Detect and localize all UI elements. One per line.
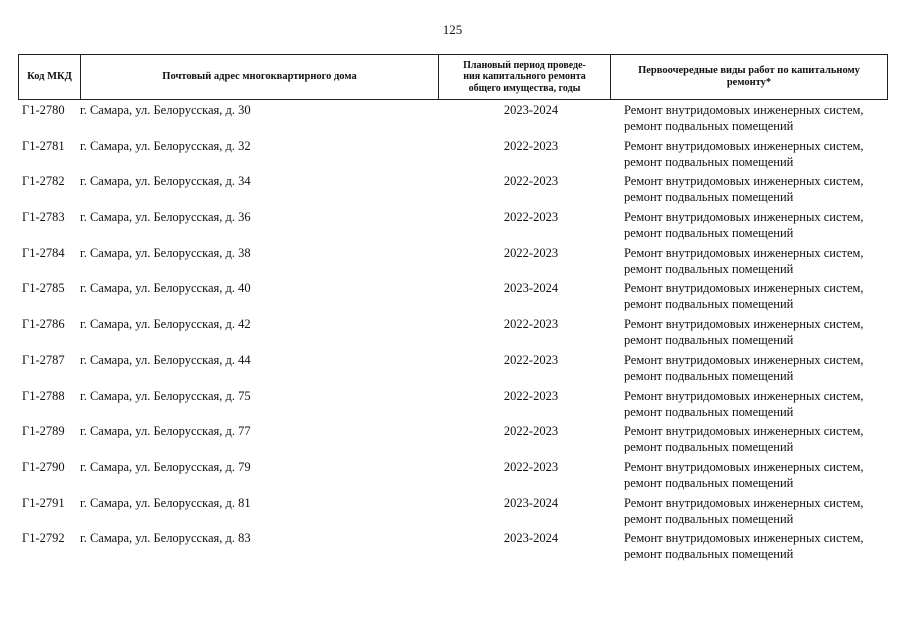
cell-works-line: Ремонт внутридомовых инженерных систем, — [624, 245, 864, 260]
cell-works-line: ремонт подвальных помещений — [624, 119, 794, 133]
cell-works-line: Ремонт внутридомовых инженерных систем, — [624, 317, 864, 332]
header-works — [610, 55, 888, 99]
cell-works — [624, 459, 888, 495]
table-row — [18, 280, 888, 316]
cell-code: Г1-2788 — [22, 388, 65, 403]
cell-works — [624, 245, 888, 281]
cell-works-line: Ремонт внутридомовых инженерных систем, — [624, 210, 864, 225]
table-row — [18, 173, 888, 209]
cell-works-line: ремонт подвальных помещений — [624, 261, 794, 276]
cell-address: г. Самара, ул. Белорусская, д. 79 — [80, 459, 251, 474]
cell-period: 2023-2024 — [503, 281, 559, 296]
table-row — [18, 423, 888, 459]
cell-period: 2023-2024 — [503, 103, 559, 117]
cell-address: г. Самара, ул. Белорусская, д. 77 — [80, 424, 251, 439]
cell-period: 2022-2023 — [503, 317, 559, 332]
cell-code: Г1-2786 — [22, 317, 65, 332]
cell-period: 2023-2024 — [503, 531, 559, 546]
cell-address: г. Самара, ул. Белорусская, д. 38 — [80, 245, 251, 260]
cell-works-line: ремонт подвальных помещений — [624, 190, 794, 205]
cell-period: 2022-2023 — [503, 388, 559, 403]
cell-code: Г1-2784 — [22, 245, 65, 260]
cell-code: Г1-2785 — [22, 281, 65, 296]
header-period-line: Плановый период проведе- — [463, 59, 586, 71]
cell-code: Г1-2781 — [22, 138, 65, 153]
cell-works — [624, 102, 888, 138]
cell-address: г. Самара, ул. Белорусская, д. 40 — [80, 281, 251, 296]
cell-address: г. Самара, ул. Белорусская, д. 81 — [80, 495, 251, 510]
cell-period: 2022-2023 — [503, 245, 559, 260]
cell-code: Г1-2792 — [22, 531, 65, 546]
header-period-line: ния капитального ремонта — [463, 71, 586, 83]
cell-works-line: Ремонт внутридомовых инженерных систем, — [624, 424, 864, 439]
cell-period: 2022-2023 — [503, 138, 559, 153]
cell-works — [624, 138, 888, 174]
table-header — [18, 54, 888, 100]
cell-period: 2022-2023 — [503, 459, 559, 474]
cell-works — [624, 388, 888, 424]
header-period — [438, 55, 610, 99]
cell-period: 2022-2023 — [503, 210, 559, 225]
cell-works-line: Ремонт внутридомовых инженерных систем, — [624, 138, 864, 153]
table-row — [18, 530, 888, 566]
cell-works — [624, 316, 888, 352]
cell-works-line: ремонт подвальных помещений — [624, 547, 794, 562]
header-address: Почтовый адрес многоквартирного дома — [80, 55, 438, 99]
table-row — [18, 245, 888, 281]
cell-works — [624, 352, 888, 388]
header-code: Код МКД — [18, 55, 80, 99]
cell-address: г. Самара, ул. Белорусская, д. 83 — [80, 531, 251, 546]
cell-address: г. Самара, ул. Белорусская, д. 34 — [80, 174, 251, 189]
cell-works — [624, 495, 888, 531]
cell-works-line: Ремонт внутридомовых инженерных систем, — [624, 459, 864, 474]
cell-works-line: ремонт подвальных помещений — [624, 226, 794, 241]
cell-code: Г1-2787 — [22, 352, 65, 367]
cell-works — [624, 173, 888, 209]
table-row — [18, 495, 888, 531]
header-works-line: Первоочередные виды работ по капитальному — [638, 65, 860, 76]
cell-code: Г1-2783 — [22, 210, 65, 225]
table-row — [18, 352, 888, 388]
cell-period: 2022-2023 — [503, 424, 559, 439]
cell-code: Г1-2782 — [22, 174, 65, 189]
cell-works — [624, 530, 888, 566]
cell-period: 2022-2023 — [503, 352, 559, 367]
table-row — [18, 209, 888, 245]
cell-code: Г1-2789 — [22, 424, 65, 439]
cell-works-line: Ремонт внутридомовых инженерных систем, — [624, 495, 864, 510]
table-row — [18, 459, 888, 495]
cell-works-line: ремонт подвальных помещений — [624, 404, 794, 419]
cell-address: г. Самара, ул. Белорусская, д. 30 — [80, 103, 251, 117]
table-body — [18, 102, 888, 566]
cell-works-line: Ремонт внутридомовых инженерных систем, — [624, 352, 864, 367]
cell-works-line: Ремонт внутридомовых инженерных систем, — [624, 174, 864, 189]
header-period-line: общего имущества, годы — [468, 82, 581, 94]
cell-works-line: Ремонт внутридомовых инженерных систем, — [624, 531, 864, 546]
cell-works-line: Ремонт внутридомовых инженерных систем, — [624, 103, 864, 117]
cell-works-line: ремонт подвальных помещений — [624, 511, 794, 526]
cell-address: г. Самара, ул. Белорусская, д. 36 — [80, 210, 251, 225]
cell-address: г. Самара, ул. Белорусская, д. 44 — [80, 352, 251, 367]
cell-works-line: ремонт подвальных помещений — [624, 440, 794, 455]
cell-address: г. Самара, ул. Белорусская, д. 32 — [80, 138, 251, 153]
table-row — [18, 316, 888, 352]
cell-code: Г1-2791 — [22, 495, 65, 510]
cell-works — [624, 423, 888, 459]
cell-address: г. Самара, ул. Белорусская, д. 75 — [80, 388, 251, 403]
cell-works-line: ремонт подвальных помещений — [624, 475, 794, 490]
cell-works-line: ремонт подвальных помещений — [624, 297, 794, 312]
cell-works-line: ремонт подвальных помещений — [624, 333, 794, 348]
cell-address: г. Самара, ул. Белорусская, д. 42 — [80, 317, 251, 332]
page-number: 125 — [442, 22, 463, 37]
cell-works — [624, 280, 888, 316]
cell-works-line: ремонт подвальных помещений — [624, 368, 794, 383]
cell-code: Г1-2790 — [22, 459, 65, 474]
cell-works-line: Ремонт внутридомовых инженерных систем, — [624, 281, 864, 296]
table-row — [18, 102, 888, 138]
cell-works-line: ремонт подвальных помещений — [624, 154, 794, 169]
cell-works — [624, 209, 888, 245]
cell-period: 2023-2024 — [503, 495, 559, 510]
table-row — [18, 388, 888, 424]
cell-period: 2022-2023 — [503, 174, 559, 189]
cell-code: Г1-2780 — [22, 103, 65, 117]
header-works-line: ремонту* — [726, 77, 772, 88]
table-row — [18, 138, 888, 174]
cell-works-line: Ремонт внутридомовых инженерных систем, — [624, 388, 864, 403]
